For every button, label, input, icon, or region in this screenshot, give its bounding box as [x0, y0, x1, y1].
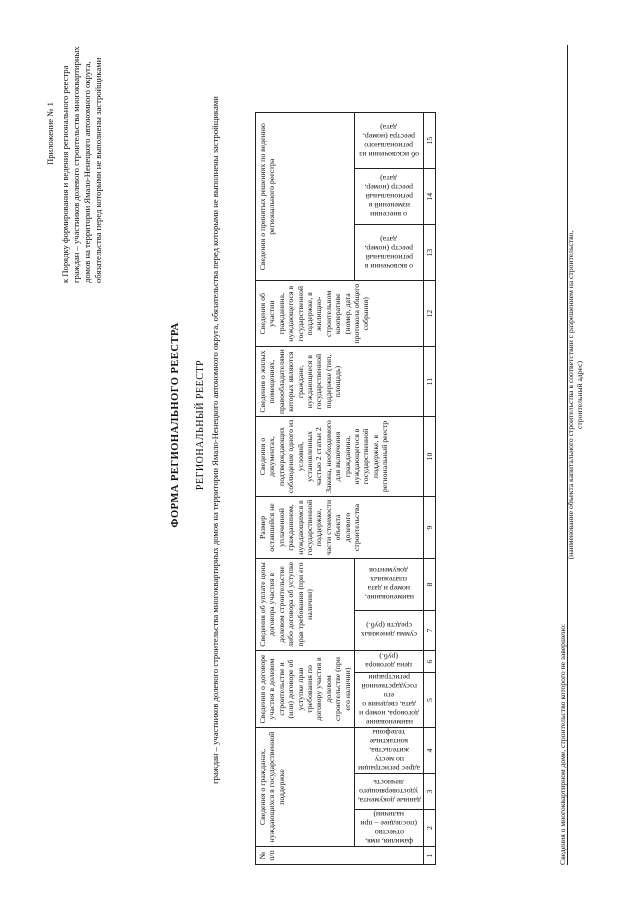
column-number: 9 — [424, 497, 436, 559]
housing-header: Сведения о жилых помещениях, правообладателями которых являются граждане, нуждающиеся в государственной поддержке (тип, площадь) — [256, 347, 424, 417]
contract-group-header: Сведения о договоре участия в долевом строительстве и (или) договоре об уступке прав требования по договору участия в долевом строительстве (при его наличии) — [256, 651, 355, 728]
appendix-number: Приложение № 1 — [45, 102, 55, 165]
column-number: 2 — [424, 810, 436, 847]
column-numbers-row — [424, 113, 436, 865]
order-reference: к Порядку формирования и ведения регионального реестра граждан – участников долевого строительства многоквартирных домов на территории Ямало-Ненецкого автономного округа, обязательства перед которыми не выполнены застройщиками — [60, 46, 103, 283]
register-table — [255, 112, 436, 865]
cooperative-header: Сведения об участии гражданина, нуждающегося в государственной поддержке, в жилищно-строительном кооперативе (номер, дата протокола общего собрания) — [256, 281, 424, 347]
column-number: 6 — [424, 651, 436, 673]
identity-document-header: данные документа, удостоверяющего личность — [355, 774, 424, 810]
exclusion-decision-header: об исключении из регионального реестра (номер, дата) — [355, 113, 424, 169]
documents-header: Сведения о документах, подтверждающих соблюдение одного из условий, установленных частью 2 статьи 2 Закона, необходимого для включения гражданина, нуждающегося в государственной поддержке, в региональный реестр — [256, 417, 424, 497]
column-number: 1 — [424, 847, 436, 865]
payment-docs-header: наименование, номер и дата платежных документов — [355, 559, 424, 611]
address-header: адрес регистрации по месту жительства, контактные телефоны — [355, 728, 424, 774]
contract-price-header: цена договора (руб.) — [355, 651, 424, 673]
header-row-groups — [256, 113, 355, 865]
column-number: 8 — [424, 559, 436, 611]
register-title: РЕГИОНАЛЬНЫЙ РЕЕСТР — [195, 359, 206, 491]
register-subtitle: граждан – участников долевого строительства многоквартирных домов на территории Ямало-Ненецкого автономного округа, обязательства перед которыми не выполнены застройщиками — [210, 96, 220, 784]
decisions-group-header: Сведения о принятых решениях по ведению регионального реестра — [256, 113, 355, 281]
object-info-note: (наименование объекта капитального строительства в соответствии с разрешением на строительство, строительный адрес) — [566, 230, 584, 560]
column-number: 14 — [424, 169, 436, 225]
form-title: ФОРМА РЕГИОНАЛЬНОГО РЕЕСТРА — [170, 322, 181, 528]
column-number: 4 — [424, 728, 436, 774]
contract-name-header: наименование договора, номер и дата, сведения о его государственной регистрации — [355, 673, 424, 728]
full-name-header: фамилия, имя, отчество (последнее – при наличии) — [355, 810, 424, 847]
column-number: 13 — [424, 225, 436, 281]
column-number: 7 — [424, 611, 436, 651]
col-number-header: № п/п — [256, 847, 424, 865]
unpaid-size-header: Размер оставшейся не уплаченной гражданином, нуждающимся в государственной поддержке, части стоимости объекта долевого строительства — [256, 497, 424, 559]
column-number: 15 — [424, 113, 436, 169]
column-number: 12 — [424, 281, 436, 347]
column-number: 3 — [424, 774, 436, 810]
citizens-group-header: Сведения о гражданах, нуждающихся в государственной поддержке — [256, 728, 355, 847]
column-number: 11 — [424, 347, 436, 417]
column-number: 10 — [424, 417, 436, 497]
object-info-line: Сведения о многоквартирном доме, строительство которого не завершено: — [558, 45, 568, 865]
column-number: 5 — [424, 673, 436, 728]
inclusion-decision-header: о включении в региональный реестр (номер, дата) — [355, 225, 424, 281]
amount-header: сумма денежных средств (руб.) — [355, 611, 424, 651]
payment-group-header: Сведения об уплате цены договора участия в долевом строительстве либо договора об уступке прав требования (при его наличии) — [256, 559, 355, 651]
change-decision-header: о внесении изменений в региональный реестр (номер, дата) — [355, 169, 424, 225]
